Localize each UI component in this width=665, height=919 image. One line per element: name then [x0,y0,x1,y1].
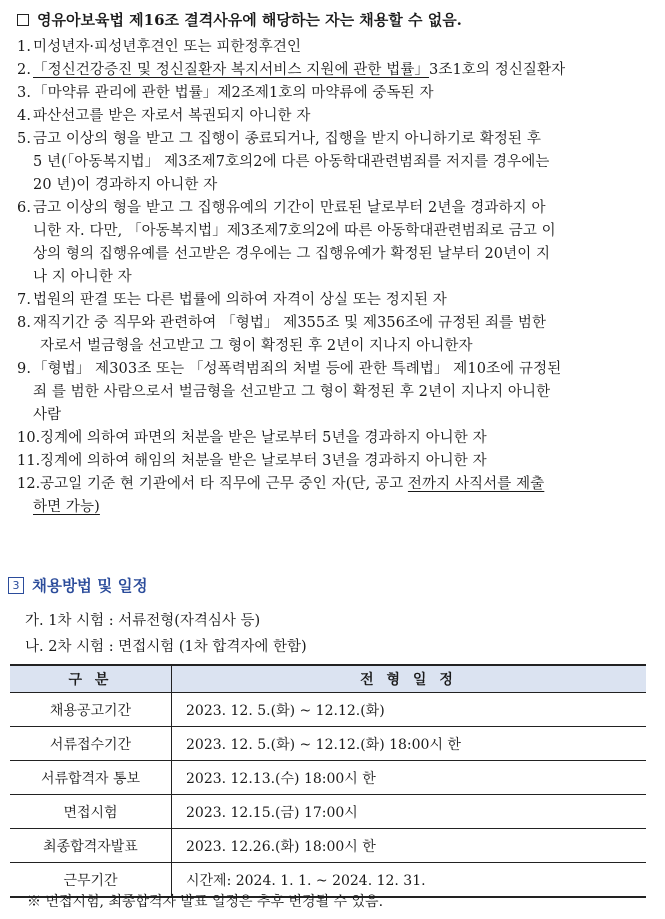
row-label: 채용공고기간 [10,693,172,727]
headline-text: 영유아보육법 제16조 결격사유에 해당하는 자는 채용할 수 없음. [37,11,462,29]
item-line: 사람 [33,407,62,423]
row-value: 2023. 12. 5.(화) ~ 12.12.(화) [172,693,647,727]
list-item [17,105,657,128]
item-line: 20 년)이 경과하지 아니한 자 [33,177,218,193]
list-item [17,427,657,450]
item-number: 8. [17,315,32,331]
item-number: 3. [17,85,32,101]
row-label: 근무기간 [10,863,172,898]
item-text: 파산선고를 받은 자로서 복권되지 아니한 자 [33,108,311,124]
list-item [17,59,657,82]
item-line: 금고 이상의 형을 받고 그 집행유예의 기간이 만료된 날로부터 2년을 경과하지 아 [33,200,546,216]
item-line: 재직기간 중 직무와 관련하여 「형법」 제355조 및 제356조에 규정된 죄를 범한 [33,315,547,331]
item-line: 「형법」 제303조 또는 「성폭력범죄의 처벌 등에 관한 특례법」 제10조에 규정된 [33,361,562,377]
list-item [17,82,657,105]
item-line: 니한 자. 다만, 「아동복지법」제3조제7호의2에 따른 아동학대관련범죄로 금고 이 [33,223,556,239]
table-row [10,795,646,829]
header-category: 구 분 [10,665,172,693]
row-value: 시간제: 2024. 1. 1. ~ 2024. 12. 31. [172,863,647,898]
item-text: 공고일 기준 현 기관에서 타 직무에 근무 중인 자(단, 공고 [40,476,408,492]
header-schedule: 전 형 일 정 [172,665,647,693]
row-value: 2023. 12.13.(수) 18:00시 한 [172,761,647,795]
row-label: 면접시험 [10,795,172,829]
item-number: 2. [17,62,32,78]
stage-first-exam: 가. 1차 시험 : 서류전형(자격심사 등) [25,613,261,629]
row-label: 서류합격자 통보 [10,761,172,795]
item-text-underlined: 하면 가능) [33,499,100,515]
row-value: 2023. 12.26.(화) 18:00시 한 [172,829,647,863]
list-item [17,473,657,519]
table-row [10,829,646,863]
list-item [17,36,657,59]
row-value: 2023. 12. 5.(화) ~ 12.12.(화) 18:00시 한 [172,727,647,761]
schedule-table [10,664,646,898]
item-number: 7. [17,292,32,308]
section-number-box: 3 [8,577,24,594]
item-text-underlined: 전까지 사직서를 제출 [407,476,545,492]
item-line: 자로서 벌금형을 선고받고 그 형이 확정된 후 2년이 지나지 아니한자 [40,338,473,354]
table-row [10,761,646,795]
item-text: 미성년자·피성년후견인 또는 피한정후견인 [33,39,302,55]
list-item [17,197,657,289]
item-number: 10. [17,430,41,446]
stage-second-exam: 나. 2차 시험 : 면접시험 (1차 합격자에 한함) [25,639,307,655]
disqualification-headline [17,9,462,30]
table-row [10,727,646,761]
schedule-note: ※ 면접시험, 최종합격자 발표 일정은 추후 변경될 수 있음. [27,894,384,910]
table-header-row [10,665,646,693]
disqualification-list [17,36,657,519]
list-item [17,128,657,197]
item-line: 금고 이상의 형을 받고 그 집행이 종료되거나, 집행을 받지 아니하기로 확정된 후 [33,131,541,147]
item-line: 5 년(「아동복지법」 제3조제7호의2에 다른 아동학대관련범죄를 저지를 경우에는 [33,154,550,170]
item-text: 「마약류 관리에 관한 법률」제2조제1호의 마약류에 중독된 자 [33,85,434,101]
list-item [17,289,657,312]
item-number: 11. [17,453,41,469]
section-title: 채용방법 및 일정 [32,577,148,595]
item-text: 징계에 의하여 해임의 처분을 받은 날로부터 3년을 경과하지 아니한 자 [40,453,487,469]
item-text: 징계에 의하여 파면의 처분을 받은 날로부터 5년을 경과하지 아니한 자 [40,430,487,446]
section-heading [8,574,148,596]
row-label: 최종합격자발표 [10,829,172,863]
row-value: 2023. 12.15.(금) 17:00시 [172,795,647,829]
item-number: 5. [17,131,32,147]
row-label: 서류접수기간 [10,727,172,761]
item-line: 상의 형의 집행유예를 선고받은 경우에는 그 집행유예가 확정된 날부터 20년이 지 [33,246,551,262]
item-line: 죄 를 범한 사람으로서 벌금형을 선고받고 그 형이 확정된 후 2년이 지나지 아니한 [33,384,551,400]
item-number: 9. [17,361,32,377]
item-text: 3조1호의 정신질환자 [429,62,566,78]
item-line: 나 지 아니한 자 [33,269,132,285]
law-name-underlined: 「정신건강증진 및 정신질환자 복지서비스 지원에 관한 법률」 [33,62,430,78]
table-row [10,693,646,727]
checkbox-icon [17,14,29,26]
list-item [17,358,657,427]
item-number: 12. [17,476,41,492]
item-number: 6. [17,200,32,216]
list-item [17,312,657,358]
item-number: 1. [17,39,32,55]
item-text: 법원의 판결 또는 다른 법률에 의하여 자격이 상실 또는 정지된 자 [33,292,447,308]
item-number: 4. [17,108,32,124]
list-item [17,450,657,473]
